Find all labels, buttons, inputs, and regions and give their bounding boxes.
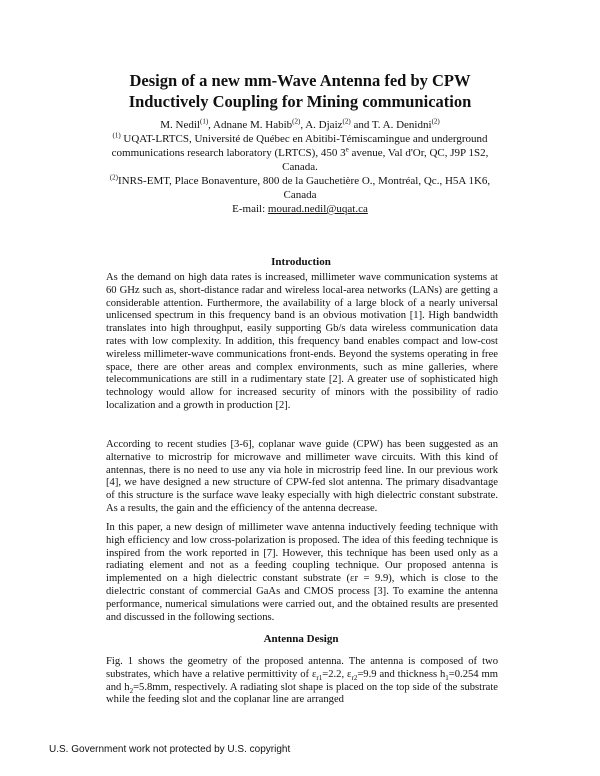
ordinal-sup: e [345, 145, 349, 154]
affiliation-text: UQAT-LRTCS, Université de Québec en Abitibi-Témiscamingue and underground communications research laboratory (LRTCS), 450 3 [111, 133, 488, 159]
author-affil-marker: (2) [292, 117, 301, 126]
text-run: =9.9 and thickness h [357, 668, 446, 680]
affiliation-text-end: avenue, Val d'Or, QC, J9P 1S2, Canada. [282, 147, 489, 173]
subscript: 2 [129, 686, 134, 695]
affiliation-1 [95, 132, 505, 174]
affiliation-text: INRS-EMT, Place Bonaventure, 800 de la Gauchetière O., Montréal, Qc., H5A 1K6, Canada [118, 175, 491, 201]
subscript: 1 [445, 673, 449, 682]
intro-paragraph-3: In this paper, a new design of millimeter wave antenna inductively feeding technique with high efficiency and low cross-polarization is proposed. The idea of this feeding technique is inspired from the work reported in [7]. However, this technique has been used only as a radiating element and not as a feeding coupling technique. Our proposed antenna is implemented on a high dielectric constant substrate (εr = 9.9), which is close to the dielectric constant of commercial GaAs and CMOS process [3]. To examine the antenna performance, numerical simulations were carried out, and the obtained results are presented and discussed in the following sections. [106, 522, 498, 623]
author-names [95, 118, 505, 132]
paper-title [60, 70, 540, 112]
copyright-footer: U.S. Government work not protected by U.S. copyright [49, 744, 291, 755]
subscript: r2 [351, 673, 358, 682]
author-name: and T. A. Denidni [350, 119, 432, 131]
email-line [95, 202, 505, 216]
intro-paragraph-1: As the demand on high data rates is increased, millimeter wave communication systems at 60 GHz such as, short-distance radar and wireless local-area networks (LANs) are getting a considerable attention. Furthermore, the availability of a large block of a nearly universal unlicensed spectrum in this frequency band is an obvious motivation [1]. High bandwidth translates into high throughput, easily supporting Gb/s data wireless communication data rates with low complexity. In addition, this frequency band enables compact and low-cost wireless millimeter-wave communications front-ends. Beyond the systems operating in free space, there are other areas and complex environments, such as mine galleries, where telecommunications are still in a rudimentary state [2]. A greater use of sophisticated high technology would allow for increased security of minors with the possibility of radio localization and a growth in production [2]. [106, 272, 498, 411]
text-run: =0.254 mm and h [106, 668, 498, 693]
author-name: M. Nedil [160, 119, 200, 131]
affiliation-2 [95, 174, 505, 202]
affil-marker: (1) [112, 131, 121, 140]
title-line-1: Design of a new mm-Wave Antenna fed by CPW [129, 71, 471, 90]
email-label: E-mail: [232, 203, 268, 215]
intro-paragraph-2: According to recent studies [3-6], coplanar wave guide (CPW) has been suggested as an alternative to microstrip for microwave and millimeter wave circuits. With this kind of antennas, there is no need to use any via hole in microstrip feed line. In our previous work [4], we have designed a new structure of CPW-fed slot antenna. The primary disadvantage of this structure is the surface wave leaky especially with high dielectric constant substrate. As a results, the gain and the efficiency of the antenna decrease. [106, 439, 498, 514]
author-affil-marker: (2) [342, 117, 351, 126]
email-link[interactable]: mourad.nedil@uqat.ca [267, 203, 368, 215]
author-affil-marker: (2) [431, 117, 440, 126]
design-paragraph-1 [106, 656, 498, 707]
author-name: , A. Djaiz [300, 119, 343, 131]
text-run: =2.2, ε [322, 668, 352, 680]
section-heading-introduction: Introduction [271, 256, 331, 268]
author-affil-marker: (1) [199, 117, 209, 126]
section-heading-antenna-design: Antenna Design [263, 633, 339, 645]
title-line-2: Inductively Coupling for Mining communication [128, 92, 472, 111]
author-block [95, 118, 505, 216]
subscript: r1 [316, 673, 323, 682]
affil-marker: (2) [109, 173, 118, 182]
text-run: Fig. 1 shows the geometry of the proposed antenna. The antenna is composed of two substrates, which have a relative permittivity of ε [106, 656, 498, 680]
text-run: =5.8mm, respectively. A radiating slot shape is placed on the top side of the substrate while the feeding slot and the coplanar line are arranged [106, 681, 498, 706]
author-name: , Adnane M. Habib [208, 119, 293, 131]
